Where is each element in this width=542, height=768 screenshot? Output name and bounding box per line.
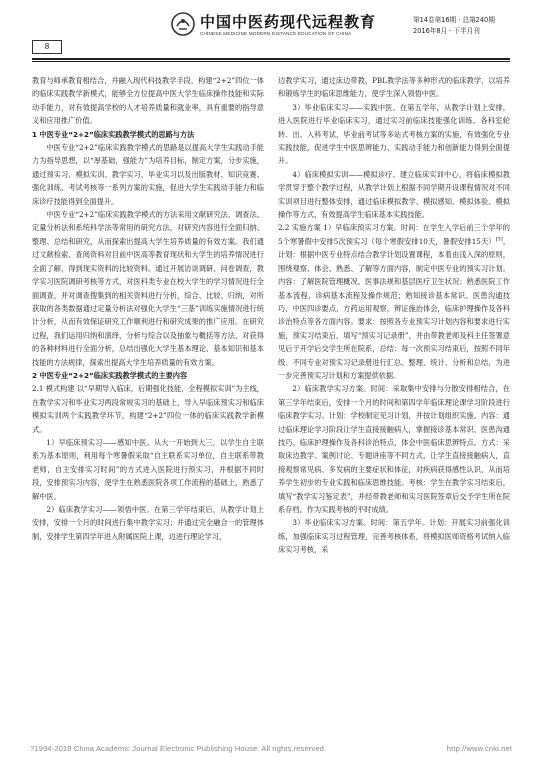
paragraph: 2.1 模式构建 以“早期导入临床，后期强化技能，全程模拟实训”为主线，在教学实习和毕业实习两段常规实习的基础上，导入早临床预实习和临床模拟实训两个实践教学环节，构建“2+2”四位一体的临床实践教学新模式。 (32, 384, 264, 434)
paragraph: 2）临床教学实习方案。时间：采取集中安排与分散安排相结合，在第三学年结束后，安排一个月的时间和第四学年临床理论课学习阶段进行临床教学实习。计划：学校制定见习计划，并按计划组织实施。内容：通过临床理论学习阶段让学生直接接触病人，掌握接诊基本常识、医患沟通技巧、临床护理操作及各科诊治特点，体会中医临床思辨特点。方式：采取床边教学、案例讨论、专题讲座等不同方式，让学生直接接触病人，直接观察常见病、多发病的主要症状和体征，对疾病获得感性认识，从而培养学生初步的专业实践和临床思维技能。考核：学生在教学实习结束后，填写“教学实习鉴定表”，并经带教老师和实习医院签章后交予学生所在院系存档，作为实践考核的平时成绩。 (278, 384, 510, 514)
paragraph: 边教学实习，通过床边带教，PBL教学法等多种形式的临床教学，以培养和锻炼学生的临床思维能力，使学生深入领悟中医。 (278, 76, 510, 99)
paragraph: 3）毕业临床实习方案。时间：第五学年。计划：开展实习前强化训练，加强临床实习过程管理，完善考核体系，将模拟医师资格考试纳入临床实习考核，采 (278, 518, 510, 555)
right-column (278, 74, 510, 557)
paragraph: 2）临床教学实习——领悟中医。在第三学年结束后，从教学计划上安排，安排一个月的时间进行集中教学实习；并通过完全融合一的管理体制，安排学生第四学年进入附属医院上课，边进行理论学习， (32, 505, 264, 541)
left-column (32, 74, 264, 543)
paragraph: 1）早临床预实习——感知中医。从大一开始到大三，以学生自主联系为基本原则，利用每个寒暑假采取“自主联系实习单位，自主联系带教老师，自主安排实习时间”的方式进入医院进行预实习，并根据不同时段，安排预实习内容，使学生在熟悉医院各项工作流程的基础上，熟悉了解中医。 (32, 437, 264, 501)
issue-date: 2016年8月 · 下半月刊 (413, 27, 480, 35)
paragraph: 2.2 实施方案 1）早临床预实习方案。时间：在学生入学后前三个学年的5个寒暑假中安排5次预实习（每个寒假安排10天，暑假安排15天）[3]。计划：根据中医专业特点结合教学计划设置课程，本着由浅入深的原则，围绕观察、体会、熟悉、了解等方面内容，制定中医专业的预实习计划。内容：了解医院管理概况，医事法规和基层医疗卫生状况；熟悉医院工作基本流程，诊病基本流程及操作规范；熟知接诊基本常识、医患沟通技巧，中医四诊要点，方药运用观察，辨证施治体会，临床护理操作及各科诊治特点等各方面内容。要求：按照各专业预实习计划内容和要求进行实施，预实习结束后，填写“预实习记录册”，并由带教老师及科主任签署意见后于开学后交学生所在院系，总结：每一次预实习结束后，按照不同年级、不同专业对预实习记录册进行汇总、整理、统计、分析和总结，为进一步完善预实习计划和方案提供依据。 (278, 223, 510, 380)
copyright-notice: ?1994-2018 China Academic Journal Electronic Publishing House. All rights reserved. (30, 744, 327, 753)
journal-title-english: CHINESE MEDICINE MODERN DISTANCE EDUCATION OF CHINA (200, 31, 352, 36)
header-rule-thin (32, 61, 510, 62)
page-number: 8 (32, 40, 62, 54)
header-rule (32, 58, 510, 60)
issue-info: 第14卷第16期 · 总第240期 (413, 16, 495, 24)
journal-logo-icon (170, 11, 196, 37)
paragraph: 教育与师承教育相结合，并融入现代科技教学手段，构建“2+2”四位一体的临床实践教学新模式，能够全方位提高中医大学生临床操作技能和实际动手能力，对有效提高学校的人才培养质量和就业率，具有重要的指导意义和应用推广价值。 (32, 76, 264, 126)
footer-url: http://www.cnki.net (446, 744, 512, 753)
section-heading: 2 中医专业“2+2”临床实践教学模式的主要内容 (32, 370, 188, 380)
citation-marker: [3] (495, 236, 503, 243)
paragraph: 4）临床模拟实训——模拟诊疗。建立临床实训中心，将临床模拟教学贯穿于整个教学过程，从教学计划上根据不同学期开设课程情况对不同实训项目进行整体安排，通过临床模拟教学、模拟感知、模拟体验、模拟操作等方式，有效提高学生临床基本实践技能。 (278, 169, 510, 220)
paragraph: 3）毕业临床实习——实践中医。在第五学年，从教学计划上安排，进入医院进行毕业临床实习，通过实习前临床技能强化训练、各科室轮转、出、入科考试，毕业前考试等多站式考核方案的实施，有效强化专业实践技能，促进学生中医思辨能力、实践动手能力和创新能力得到全面提升。 (278, 102, 510, 166)
paragraph: 中医专业“2+2”临床实践教学模式的思路是以提高大学生实践动手能力为指导思想，以“厚基础，强能力”为培养目标，制定方案，分步实施，通过预实习、模拟实训、教学实习、毕业实习以及出版教材、知识竞赛、强化训练、考试考核等一系列方案的实施，促进大学生实践动手能力和临床诊疗技能得到全面提升。 (32, 143, 264, 206)
page-footer (30, 744, 512, 753)
page-header (0, 0, 542, 62)
section-heading: 1 中医专业“2+2”临床实践教学模式的思路与方法 (32, 129, 195, 139)
paragraph: 中医专业“2+2”临床实践教学模式的方法采用文献研究法、调查法、定量分析法和系统科学法等常用的研究方法，对研究内容进行全面归纳、整理、总结和研究，从而探索出提高大学生培养质量的有效方案。我们通过文献检索、查阅资料对目前中医高等教育现状和大学生的培养情况进行全面了解，得到现实资料的比较资料。通过开展访谈调研、问卷调查，教学实习医院调研考核等方式，对医科类专业在校大学生的学习情况进行全面调查，并对调查搜集到的相关资料进行分析，综合、比较、归纳，对所获取的各类数据通过定量分析法对强化大学生“三基”训练实施情况进行统计分析，从而有效保证研究工作顺利进行和研究成果的推广应用。在研究过程，我们运用归纳和演绎，分析与综合以及抽象与概括等方法，对获得的各种材料进行全面分析，总结出强化大学生基本理论、基本知识和基本技能的方法规律，探索出提高大学生培养质量的有效方案。 (32, 210, 264, 367)
journal-title: 中国中医药现代远程教育 (200, 13, 377, 31)
